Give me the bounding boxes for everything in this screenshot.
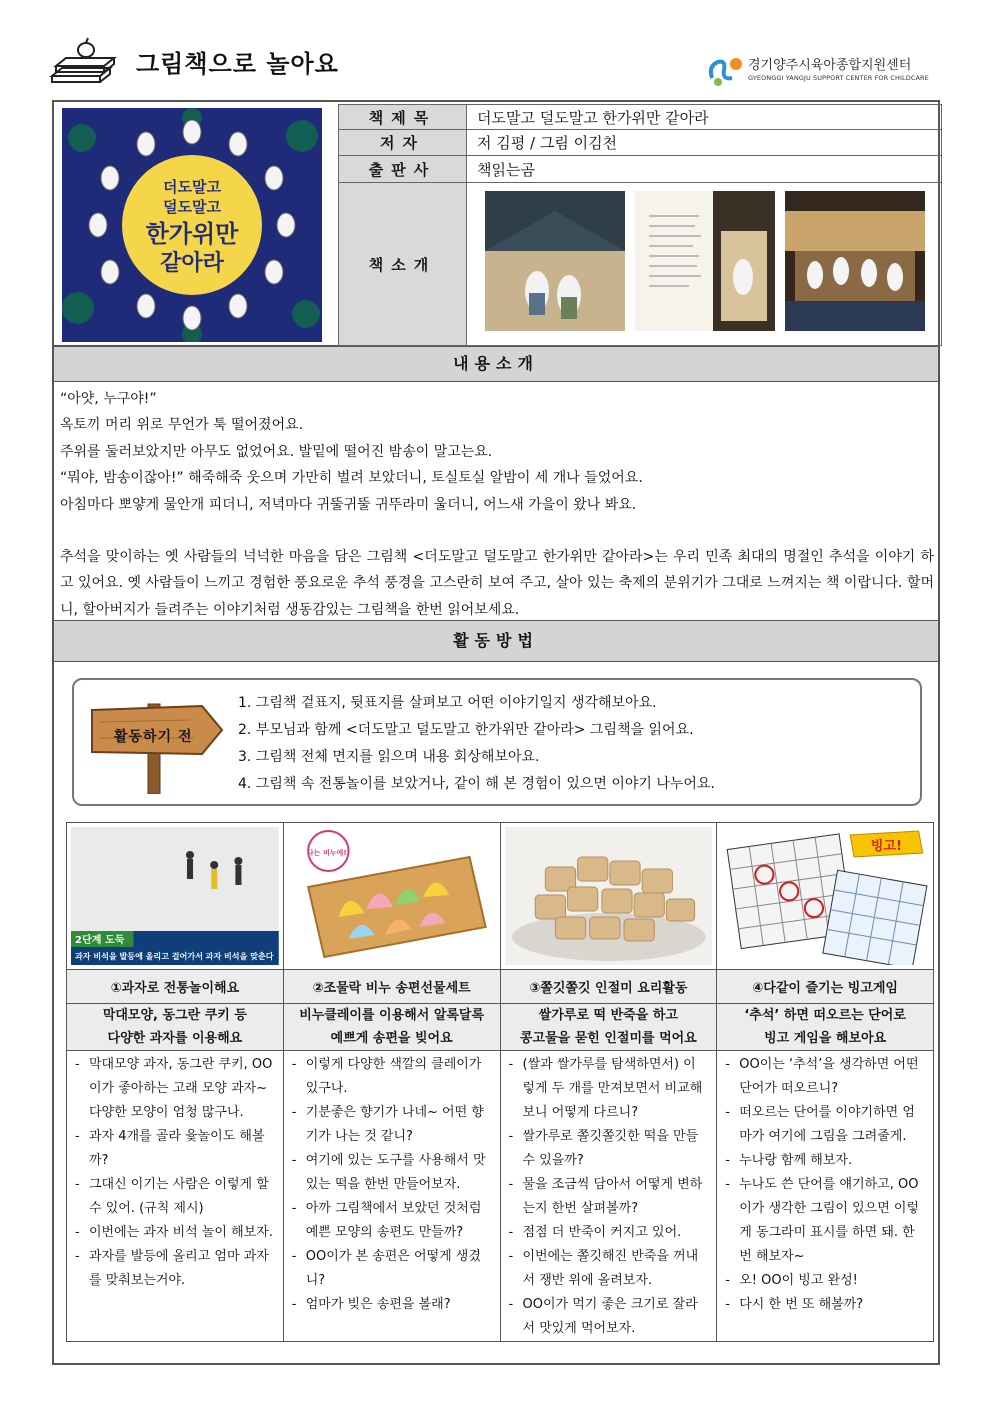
activity-3-item: - OO이가 먹기 좋은 크기로 잘라서 맛있게 먹어보자.	[509, 1293, 709, 1341]
activity-subtitle-2	[283, 1004, 500, 1051]
activity-2-item: - 이렇게 다양한 색깔의 클레이가 있구나.	[292, 1053, 492, 1101]
activity-2-item: - 여기에 있는 도구를 사용해서 맛있는 떡을 한번 만들어보자.	[292, 1149, 492, 1197]
activity-2-item: - 아까 그림책에서 보았던 것처럼 예쁜 모양의 송편도 만들까?	[292, 1197, 492, 1245]
center-logo	[706, 52, 936, 92]
content-text	[60, 386, 934, 623]
activity-body-1	[67, 1051, 284, 1342]
activity-photo-2	[288, 827, 496, 965]
activity-4-item: - 오! OO이 빙고 완성!	[725, 1269, 925, 1293]
book-info-section	[54, 102, 938, 346]
activity-section-header: 활동방법	[54, 620, 938, 662]
logo-mark-icon	[706, 52, 746, 88]
activity-subtitle-1	[67, 1004, 284, 1051]
content-paragraph: 추석을 맞이하는 옛 사람들의 넉넉한 마음을 담은 그림책 <더도말고 덜도말고 한가위만 같아라>는 우리 민족 최대의 명절인 추석을 이야기 하고 있어요. 옛 사람들이 느끼고 경험한 풍요로운 추석 풍경을 고스란히 보여 주고, 살아 있는 축제의 분위기가 그대로 느껴지는 책 이랍니다. 할머니, 할아버지가 들려주는 이야기처럼 생동감있는 그림책을 한번 읽어보세요.	[60, 549, 934, 618]
photo-bubble-text: 나는 비누에!!	[306, 848, 350, 857]
book-page-image-1	[485, 191, 625, 331]
book-info-table	[338, 104, 942, 346]
publisher-value: 책읽는곰	[467, 156, 942, 183]
logo-name: 경기양주시육아종합지원센터	[748, 58, 912, 73]
publisher-label: 출판사	[339, 156, 467, 183]
cover-title-line-3: 한가위만	[145, 220, 239, 248]
activity-3-item: - 점점 더 반죽이 커지고 있어.	[509, 1221, 709, 1245]
activity-1-item: - 과자 4개를 골라 윷놀이도 해볼까?	[75, 1125, 275, 1173]
photo-bingo-text: 빙고!	[870, 839, 903, 854]
logo-subtitle: GYEONGGI YANGJU SUPPORT CENTER FOR CHILDCARE	[748, 74, 929, 82]
photo-caption: 과자 비석을 발등에 올리고 걸어가서 과자 비석을 맞춘다	[75, 952, 274, 961]
activity-subtitle-4	[717, 1004, 934, 1051]
activity-title-1: ①과자로 전통놀이해요	[67, 970, 284, 1004]
photo-step-label: 2단계 도둑	[75, 935, 125, 946]
activity-4-item: - 다시 한 번 또 해볼까?	[725, 1293, 925, 1317]
activity-photo-cell-1	[67, 823, 284, 970]
activity-4-item: - 떠오르는 단어를 이야기하면 엄마가 여기에 그림을 그려줄게.	[725, 1101, 925, 1149]
activity-photo-cell-3	[500, 823, 717, 970]
before-activity-list	[238, 690, 715, 798]
activity-3-item: - 이번에는 쫄깃해진 반죽을 꺼내서 쟁반 위에 올려보자.	[509, 1245, 709, 1293]
activity-photo-3	[505, 827, 713, 965]
activities-table	[66, 822, 934, 1342]
book-intro-images	[467, 183, 942, 346]
activity-body-4	[717, 1051, 934, 1342]
before-item-1: 1. 그림책 겉표지, 뒷표지를 살펴보고 어떤 이야기일지 생각해보아요.	[238, 695, 657, 711]
activity-subtitle-3-line-1: 쌀가루로 떡 반죽을 하고	[538, 1008, 678, 1023]
activity-subtitle-4-line-2: 빙고 게임을 해보아요	[764, 1031, 887, 1046]
book-page-image-2	[635, 191, 775, 331]
book-cover-image	[62, 108, 322, 342]
activity-title-2: ②조물락 비누 송편선물세트	[283, 970, 500, 1004]
cover-title-line-2: 덜도말고	[163, 198, 221, 216]
activity-body-2	[283, 1051, 500, 1342]
activity-subtitle-4-line-1: ‘추석’ 하면 떠오르는 단어로	[744, 1008, 906, 1023]
activity-subtitle-3-line-2: 콩고물을 묻힌 인절미를 먹어요	[519, 1031, 697, 1046]
content-line-1: “아얏, 누구야!”	[60, 391, 157, 407]
signpost-icon	[90, 694, 224, 794]
activity-photo-4	[721, 827, 929, 965]
before-item-4: 4. 그림책 속 전통놀이를 보았거나, 같이 해 본 경험이 있으면 이야기 나누어요.	[238, 776, 715, 792]
content-line-2: 옥토끼 머리 위로 무언가 툭 떨어졌어요.	[60, 417, 304, 434]
activity-subtitle-2-line-1: 비누클레이를 이용해서 알록달록	[299, 1008, 485, 1023]
books-apple-icon	[48, 36, 122, 84]
author-value: 저 김평 / 그림 이김천	[467, 130, 942, 156]
activity-subtitle-2-line-2: 예쁘게 송편을 빚어요	[330, 1031, 453, 1046]
book-intro-label: 책소개	[339, 183, 467, 346]
content-section-header: 내용소개	[54, 346, 938, 382]
activity-subtitle-1-line-2: 다양한 과자를 이용해요	[107, 1031, 243, 1046]
cover-title-line-4: 같아라	[160, 251, 224, 276]
activity-2-item: - 기분좋은 향기가 나네~ 어떤 향기가 나는 것 같니?	[292, 1101, 492, 1149]
activity-2-item: - OO이가 본 송편은 어떻게 생겼니?	[292, 1245, 492, 1293]
title-label: 책제목	[339, 105, 467, 130]
before-item-2: 2. 부모님과 함께 <더도말고 덜도말고 한가위만 같아라> 그림책을 읽어요.	[238, 722, 694, 738]
cover-title-line-1: 더도말고	[163, 178, 221, 196]
activity-1-item: - 과자를 발등에 올리고 엄마 과자를 맞춰보는거야.	[75, 1245, 275, 1293]
activity-title-3: ③쫄깃쫄깃 인절미 요리활동	[500, 970, 717, 1004]
activity-1-item: - 그대신 이기는 사람은 이렇게 할 수 있어. (규칙 제시)	[75, 1173, 275, 1221]
activity-photo-cell-4	[717, 823, 934, 970]
activity-subtitle-3	[500, 1004, 717, 1051]
activity-3-item: - (쌀과 쌀가루를 탐색하면서) 이렇게 두 개를 만져보면서 비교해보니 어떻게 다르니?	[509, 1053, 709, 1125]
activity-3-item: - 물을 조금씩 담아서 어떻게 변하는지 한번 살펴볼까?	[509, 1173, 709, 1221]
before-item-3: 3. 그림책 전체 면지를 읽으며 내용 회상해보아요.	[238, 749, 540, 765]
before-activity-box	[72, 678, 922, 806]
title-value: 더도말고 덜도말고 한가위만 같아라	[467, 105, 942, 130]
activity-3-item: - 쌀가루로 쫄깃쫄깃한 떡을 만들 수 있을까?	[509, 1125, 709, 1173]
activity-1-item: - 막대모양 과자, 동그란 쿠키, OO이가 좋아하는 고래 모양 과자~ 다양한 모양이 엄청 많구나.	[75, 1053, 275, 1125]
activity-body-3	[500, 1051, 717, 1342]
content-line-3: 주위를 둘러보았지만 아무도 없었어요. 발밑에 떨어진 밤송이 말고는요.	[60, 443, 493, 460]
activity-4-item: - 누나랑 함께 해보자.	[725, 1149, 925, 1173]
book-page-image-3	[785, 191, 925, 331]
worksheet-frame	[52, 100, 940, 1365]
activity-photo-1	[71, 827, 279, 965]
activity-2-item: - 엄마가 빚은 송편을 볼래?	[292, 1293, 492, 1317]
activity-4-item: - 누나도 쓴 단어를 얘기하고, OO이가 생각한 그림이 있으면 이렇게 동그라미 표시를 하면 돼. 한번 해보자~	[725, 1173, 925, 1269]
page-header	[48, 30, 940, 100]
activity-4-item: - OO이는 ‘추석’을 생각하면 어떤 단어가 떠오르니?	[725, 1053, 925, 1101]
before-activity-label: 활동하기 전	[114, 729, 193, 745]
author-label: 저자	[339, 130, 467, 156]
activity-1-item: - 이번에는 과자 비석 놀이 해보자.	[75, 1221, 275, 1245]
activity-title-4: ④다같이 즐기는 빙고게임	[717, 970, 934, 1004]
page-title: 그림책으로 놀아요	[136, 50, 339, 78]
content-line-4: “뭐야, 밤송이잖아!” 해죽해죽 웃으며 가만히 벌려 보았더니, 토실토실 알밤이 세 개나 들었어요.	[60, 470, 643, 487]
content-spacer	[60, 518, 934, 544]
content-line-5: 아침마다 뽀얗게 물안개 피더니, 저녁마다 귀뚤귀뚤 귀뚜라미 울더니, 어느새 가을이 왔나 봐요.	[60, 496, 637, 513]
activity-subtitle-1-line-1: 막대모양, 동그란 쿠키 등	[102, 1008, 247, 1023]
activity-photo-cell-2	[283, 823, 500, 970]
